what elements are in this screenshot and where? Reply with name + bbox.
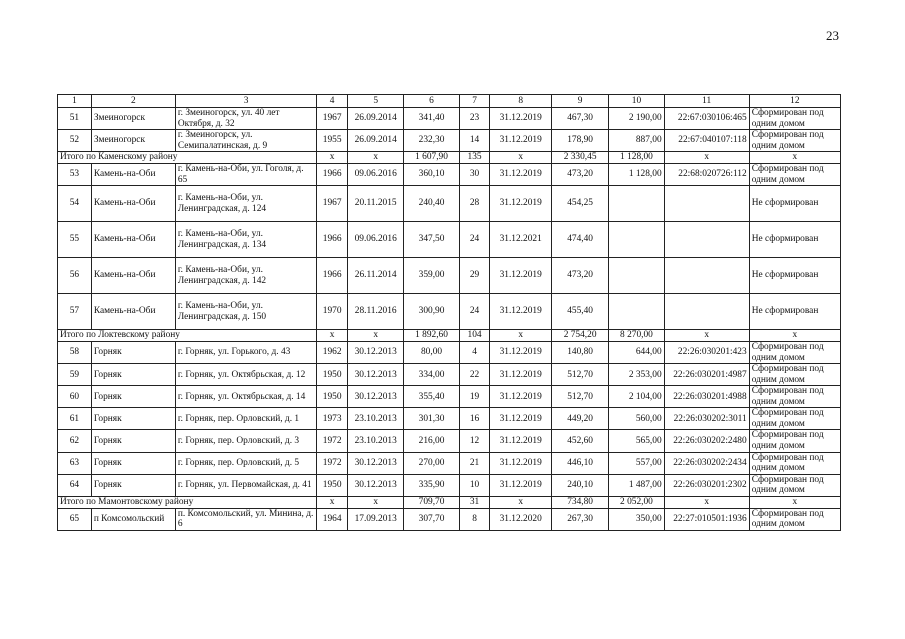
cell-status: Сформирован под одним домом bbox=[749, 386, 840, 408]
cell-year: 1950 bbox=[317, 364, 348, 386]
cell-date: 30.12.2013 bbox=[348, 474, 404, 496]
cell-cost: 473,20 bbox=[551, 164, 608, 186]
cell-end: x bbox=[490, 330, 551, 342]
cell-status: Сформирован под одним домом bbox=[749, 342, 840, 364]
cell-cost: 512,70 bbox=[551, 364, 608, 386]
column-header: 11 bbox=[664, 95, 749, 108]
column-header: 9 bbox=[551, 95, 608, 108]
cell-year: 1972 bbox=[317, 430, 348, 452]
cell-n: 52 bbox=[58, 130, 92, 152]
cell-n: 56 bbox=[58, 258, 92, 294]
cell-n: 65 bbox=[58, 508, 92, 530]
table-row bbox=[58, 474, 841, 496]
cell-cad: 22:26:030201:4987 bbox=[664, 364, 749, 386]
cell-city: Змеиногорск bbox=[91, 130, 175, 152]
cell-year: 1970 bbox=[317, 294, 348, 330]
cell-label: Итого по Каменскому району bbox=[58, 152, 317, 164]
cell-date: 26.11.2014 bbox=[348, 258, 404, 294]
cell-people: 24 bbox=[459, 222, 490, 258]
cell-cost: 467,30 bbox=[551, 108, 608, 130]
cell-area: 301,30 bbox=[404, 408, 459, 430]
cell-status: Сформирован под одним домом bbox=[749, 164, 840, 186]
cell-val10 bbox=[609, 258, 664, 294]
cell-val10 bbox=[609, 186, 664, 222]
cell-cad bbox=[664, 258, 749, 294]
cell-area: 300,90 bbox=[404, 294, 459, 330]
table-row bbox=[58, 186, 841, 222]
cell-c5: x bbox=[348, 330, 404, 342]
district-total-row bbox=[58, 330, 841, 342]
table-row bbox=[58, 408, 841, 430]
cell-addr: г. Камень-на-Оби, ул. Гоголя, д. 65 bbox=[175, 164, 316, 186]
cell-people: 29 bbox=[459, 258, 490, 294]
cell-n: 54 bbox=[58, 186, 92, 222]
cell-date: 09.06.2016 bbox=[348, 164, 404, 186]
cell-val10: 1 487,00 bbox=[609, 474, 664, 496]
cell-cost: 240,10 bbox=[551, 474, 608, 496]
cell-city: Горняк bbox=[91, 364, 175, 386]
column-number-header-row bbox=[58, 95, 841, 108]
cell-city: Горняк bbox=[91, 474, 175, 496]
cell-status: Сформирован под одним домом bbox=[749, 130, 840, 152]
cell-status: Не сформирован bbox=[749, 186, 840, 222]
cell-n: 55 bbox=[58, 222, 92, 258]
cell-cad: 22:67:030106:465 bbox=[664, 108, 749, 130]
cell-addr: г. Горняк, ул. Октябрьская, д. 12 bbox=[175, 364, 316, 386]
cell-area: 80,00 bbox=[404, 342, 459, 364]
cell-city: Камень-на-Оби bbox=[91, 294, 175, 330]
cell-cost: 734,80 bbox=[551, 496, 608, 508]
cell-cad: x bbox=[664, 152, 749, 164]
cell-city: Камень-на-Оби bbox=[91, 186, 175, 222]
cell-status: Сформирован под одним домом bbox=[749, 452, 840, 474]
cell-val10: 565,00 bbox=[609, 430, 664, 452]
cell-addr: п. Комсомольский, ул. Минина, д. 6 bbox=[175, 508, 316, 530]
cell-city: Горняк bbox=[91, 386, 175, 408]
table-row bbox=[58, 258, 841, 294]
cell-end: 31.12.2019 bbox=[490, 430, 551, 452]
cell-val10 bbox=[609, 294, 664, 330]
cell-n: 53 bbox=[58, 164, 92, 186]
cell-people: 30 bbox=[459, 164, 490, 186]
cell-area: 360,10 bbox=[404, 164, 459, 186]
district-total-row bbox=[58, 496, 841, 508]
cell-cad: 22:26:030202:3011 bbox=[664, 408, 749, 430]
district-total-row bbox=[58, 152, 841, 164]
cell-end: x bbox=[490, 152, 551, 164]
cell-val10: 350,00 bbox=[609, 508, 664, 530]
cell-n: 58 bbox=[58, 342, 92, 364]
cell-n: 64 bbox=[58, 474, 92, 496]
cell-city: Камень-на-Оби bbox=[91, 222, 175, 258]
cell-val10: 2 190,00 bbox=[609, 108, 664, 130]
cell-area: 709,70 bbox=[404, 496, 459, 508]
housing-register-table bbox=[57, 94, 841, 531]
cell-area: 307,70 bbox=[404, 508, 459, 530]
cell-cad: 22:26:030201:423 bbox=[664, 342, 749, 364]
cell-year: 1962 bbox=[317, 342, 348, 364]
cell-year: 1950 bbox=[317, 474, 348, 496]
cell-people: 16 bbox=[459, 408, 490, 430]
cell-c4: x bbox=[317, 152, 348, 164]
cell-cad bbox=[664, 294, 749, 330]
cell-status: Сформирован под одним домом bbox=[749, 408, 840, 430]
cell-addr: г. Камень-на-Оби, ул. Ленинградская, д. 150 bbox=[175, 294, 316, 330]
cell-status: Сформирован под одним домом bbox=[749, 108, 840, 130]
cell-cost: 455,40 bbox=[551, 294, 608, 330]
cell-status: x bbox=[749, 496, 840, 508]
table-row bbox=[58, 222, 841, 258]
cell-area: 1 607,90 bbox=[404, 152, 459, 164]
cell-city: Горняк bbox=[91, 430, 175, 452]
column-header: 7 bbox=[459, 95, 490, 108]
cell-city: п Комсомольский bbox=[91, 508, 175, 530]
cell-status: Сформирован под одним домом bbox=[749, 508, 840, 530]
cell-date: 30.12.2013 bbox=[348, 452, 404, 474]
cell-addr: г. Горняк, пер. Орловский, д. 1 bbox=[175, 408, 316, 430]
cell-people: 12 bbox=[459, 430, 490, 452]
table-row bbox=[58, 430, 841, 452]
cell-year: 1973 bbox=[317, 408, 348, 430]
column-header: 2 bbox=[91, 95, 175, 108]
cell-city: Горняк bbox=[91, 342, 175, 364]
cell-cost: 449,20 bbox=[551, 408, 608, 430]
cell-end: 31.12.2019 bbox=[490, 342, 551, 364]
cell-year: 1967 bbox=[317, 108, 348, 130]
cell-area: 232,30 bbox=[404, 130, 459, 152]
cell-end: 31.12.2019 bbox=[490, 294, 551, 330]
cell-cad: x bbox=[664, 330, 749, 342]
cell-cost: 178,90 bbox=[551, 130, 608, 152]
cell-addr: г. Камень-на-Оби, ул. Ленинградская, д. 134 bbox=[175, 222, 316, 258]
cell-year: 1966 bbox=[317, 258, 348, 294]
cell-area: 355,40 bbox=[404, 386, 459, 408]
cell-area: 240,40 bbox=[404, 186, 459, 222]
cell-city: Змеиногорск bbox=[91, 108, 175, 130]
column-header: 8 bbox=[490, 95, 551, 108]
cell-cost: 473,20 bbox=[551, 258, 608, 294]
cell-people: 8 bbox=[459, 508, 490, 530]
cell-year: 1964 bbox=[317, 508, 348, 530]
cell-cost: 512,70 bbox=[551, 386, 608, 408]
cell-status: Не сформирован bbox=[749, 222, 840, 258]
cell-cad: 22:27:010501:1936 bbox=[664, 508, 749, 530]
cell-n: 63 bbox=[58, 452, 92, 474]
cell-area: 270,00 bbox=[404, 452, 459, 474]
cell-status: Не сформирован bbox=[749, 294, 840, 330]
cell-end: 31.12.2019 bbox=[490, 364, 551, 386]
cell-n: 60 bbox=[58, 386, 92, 408]
cell-people: 10 bbox=[459, 474, 490, 496]
cell-year: 1972 bbox=[317, 452, 348, 474]
cell-addr: г. Змеиногорск, ул. 40 лет Октября, д. 32 bbox=[175, 108, 316, 130]
cell-c4: x bbox=[317, 330, 348, 342]
cell-addr: г. Змеиногорск, ул. Семипалатинская, д. 9 bbox=[175, 130, 316, 152]
cell-year: 1966 bbox=[317, 222, 348, 258]
cell-status: x bbox=[749, 152, 840, 164]
cell-cad: 22:26:030202:2434 bbox=[664, 452, 749, 474]
column-header: 10 bbox=[609, 95, 664, 108]
cell-end: 31.12.2019 bbox=[490, 164, 551, 186]
cell-end: 31.12.2020 bbox=[490, 508, 551, 530]
cell-date: 09.06.2016 bbox=[348, 222, 404, 258]
cell-end: 31.12.2019 bbox=[490, 474, 551, 496]
cell-cad: 22:68:020726:112 bbox=[664, 164, 749, 186]
cell-n: 51 bbox=[58, 108, 92, 130]
cell-year: 1966 bbox=[317, 164, 348, 186]
cell-val10: 560,00 bbox=[609, 408, 664, 430]
table-row bbox=[58, 364, 841, 386]
cell-year: 1967 bbox=[317, 186, 348, 222]
cell-val10: 1 128,00 bbox=[609, 164, 664, 186]
cell-end: 31.12.2019 bbox=[490, 130, 551, 152]
table-row bbox=[58, 508, 841, 530]
cell-area: 347,50 bbox=[404, 222, 459, 258]
cell-cost: 140,80 bbox=[551, 342, 608, 364]
cell-city: Камень-на-Оби bbox=[91, 164, 175, 186]
cell-year: 1950 bbox=[317, 386, 348, 408]
cell-cad: 22:26:030201:4988 bbox=[664, 386, 749, 408]
cell-status: x bbox=[749, 330, 840, 342]
cell-people: 23 bbox=[459, 108, 490, 130]
table-row bbox=[58, 342, 841, 364]
cell-val10: 644,00 bbox=[609, 342, 664, 364]
cell-val10: 2 353,00 bbox=[609, 364, 664, 386]
cell-n: 62 bbox=[58, 430, 92, 452]
cell-city: Горняк bbox=[91, 408, 175, 430]
cell-date: 26.09.2014 bbox=[348, 130, 404, 152]
cell-end: 31.12.2019 bbox=[490, 408, 551, 430]
cell-date: 30.12.2013 bbox=[348, 364, 404, 386]
cell-end: x bbox=[490, 496, 551, 508]
cell-area: 216,00 bbox=[404, 430, 459, 452]
table-row bbox=[58, 108, 841, 130]
cell-cost: 454,25 bbox=[551, 186, 608, 222]
cell-date: 28.11.2016 bbox=[348, 294, 404, 330]
cell-cad: x bbox=[664, 496, 749, 508]
table-row bbox=[58, 452, 841, 474]
cell-cost: 2 754,20 bbox=[551, 330, 608, 342]
cell-year: 1955 bbox=[317, 130, 348, 152]
cell-c5: x bbox=[348, 496, 404, 508]
cell-people: 21 bbox=[459, 452, 490, 474]
column-header: 1 bbox=[58, 95, 92, 108]
cell-val10: 557,00 bbox=[609, 452, 664, 474]
cell-n: 57 bbox=[58, 294, 92, 330]
cell-end: 31.12.2019 bbox=[490, 258, 551, 294]
cell-val10: 887,00 bbox=[609, 130, 664, 152]
cell-area: 1 892,60 bbox=[404, 330, 459, 342]
table-row bbox=[58, 294, 841, 330]
cell-end: 31.12.2019 bbox=[490, 452, 551, 474]
cell-people: 4 bbox=[459, 342, 490, 364]
cell-people: 14 bbox=[459, 130, 490, 152]
cell-status: Сформирован под одним домом bbox=[749, 474, 840, 496]
cell-label: Итого по Локтевскому району bbox=[58, 330, 317, 342]
cell-val10 bbox=[609, 222, 664, 258]
cell-addr: г. Горняк, ул. Октябрьская, д. 14 bbox=[175, 386, 316, 408]
cell-area: 359,00 bbox=[404, 258, 459, 294]
cell-cost: 2 330,45 bbox=[551, 152, 608, 164]
cell-date: 30.12.2013 bbox=[348, 342, 404, 364]
table-row bbox=[58, 164, 841, 186]
cell-end: 31.12.2019 bbox=[490, 186, 551, 222]
cell-end: 31.12.2021 bbox=[490, 222, 551, 258]
cell-addr: г. Камень-на-Оби, ул. Ленинградская, д. 124 bbox=[175, 186, 316, 222]
page-number: 23 bbox=[826, 28, 839, 43]
cell-addr: г. Горняк, ул. Горького, д. 43 bbox=[175, 342, 316, 364]
cell-cad: 22:67:040107:118 bbox=[664, 130, 749, 152]
cell-c5: x bbox=[348, 152, 404, 164]
cell-date: 30.12.2013 bbox=[348, 386, 404, 408]
cell-people: 104 bbox=[459, 330, 490, 342]
cell-area: 341,40 bbox=[404, 108, 459, 130]
cell-people: 31 bbox=[459, 496, 490, 508]
column-header: 12 bbox=[749, 95, 840, 108]
cell-label: Итого по Мамонтовскому району bbox=[58, 496, 317, 508]
cell-people: 135 bbox=[459, 152, 490, 164]
cell-val10: 1 128,00 bbox=[609, 152, 664, 164]
cell-n: 59 bbox=[58, 364, 92, 386]
column-header: 5 bbox=[348, 95, 404, 108]
cell-city: Горняк bbox=[91, 452, 175, 474]
cell-cost: 452,60 bbox=[551, 430, 608, 452]
column-header: 3 bbox=[175, 95, 316, 108]
cell-date: 23.10.2013 bbox=[348, 430, 404, 452]
cell-area: 335,90 bbox=[404, 474, 459, 496]
cell-date: 23.10.2013 bbox=[348, 408, 404, 430]
cell-people: 19 bbox=[459, 386, 490, 408]
cell-val10: 2 052,00 bbox=[609, 496, 664, 508]
table-body bbox=[58, 95, 841, 531]
column-header: 4 bbox=[317, 95, 348, 108]
cell-val10: 8 270,00 bbox=[609, 330, 664, 342]
cell-status: Не сформирован bbox=[749, 258, 840, 294]
cell-people: 24 bbox=[459, 294, 490, 330]
table-row bbox=[58, 386, 841, 408]
cell-people: 22 bbox=[459, 364, 490, 386]
cell-cad: 22:26:030201:2302 bbox=[664, 474, 749, 496]
cell-end: 31.12.2019 bbox=[490, 108, 551, 130]
cell-addr: г. Горняк, пер. Орловский, д. 3 bbox=[175, 430, 316, 452]
table-row bbox=[58, 130, 841, 152]
cell-people: 28 bbox=[459, 186, 490, 222]
cell-date: 26.09.2014 bbox=[348, 108, 404, 130]
cell-cad bbox=[664, 186, 749, 222]
cell-n: 61 bbox=[58, 408, 92, 430]
cell-end: 31.12.2019 bbox=[490, 386, 551, 408]
cell-cost: 474,40 bbox=[551, 222, 608, 258]
cell-date: 20.11.2015 bbox=[348, 186, 404, 222]
cell-cad bbox=[664, 222, 749, 258]
cell-cost: 446,10 bbox=[551, 452, 608, 474]
cell-addr: г. Горняк, пер. Орловский, д. 5 bbox=[175, 452, 316, 474]
column-header: 6 bbox=[404, 95, 459, 108]
cell-cost: 267,30 bbox=[551, 508, 608, 530]
cell-city: Камень-на-Оби bbox=[91, 258, 175, 294]
cell-status: Сформирован под одним домом bbox=[749, 430, 840, 452]
cell-area: 334,00 bbox=[404, 364, 459, 386]
cell-addr: г. Горняк, ул. Первомайская, д. 41 bbox=[175, 474, 316, 496]
cell-val10: 2 104,00 bbox=[609, 386, 664, 408]
cell-status: Сформирован под одним домом bbox=[749, 364, 840, 386]
cell-date: 17.09.2013 bbox=[348, 508, 404, 530]
cell-cad: 22:26:030202:2480 bbox=[664, 430, 749, 452]
cell-c4: x bbox=[317, 496, 348, 508]
cell-addr: г. Камень-на-Оби, ул. Ленинградская, д. 142 bbox=[175, 258, 316, 294]
